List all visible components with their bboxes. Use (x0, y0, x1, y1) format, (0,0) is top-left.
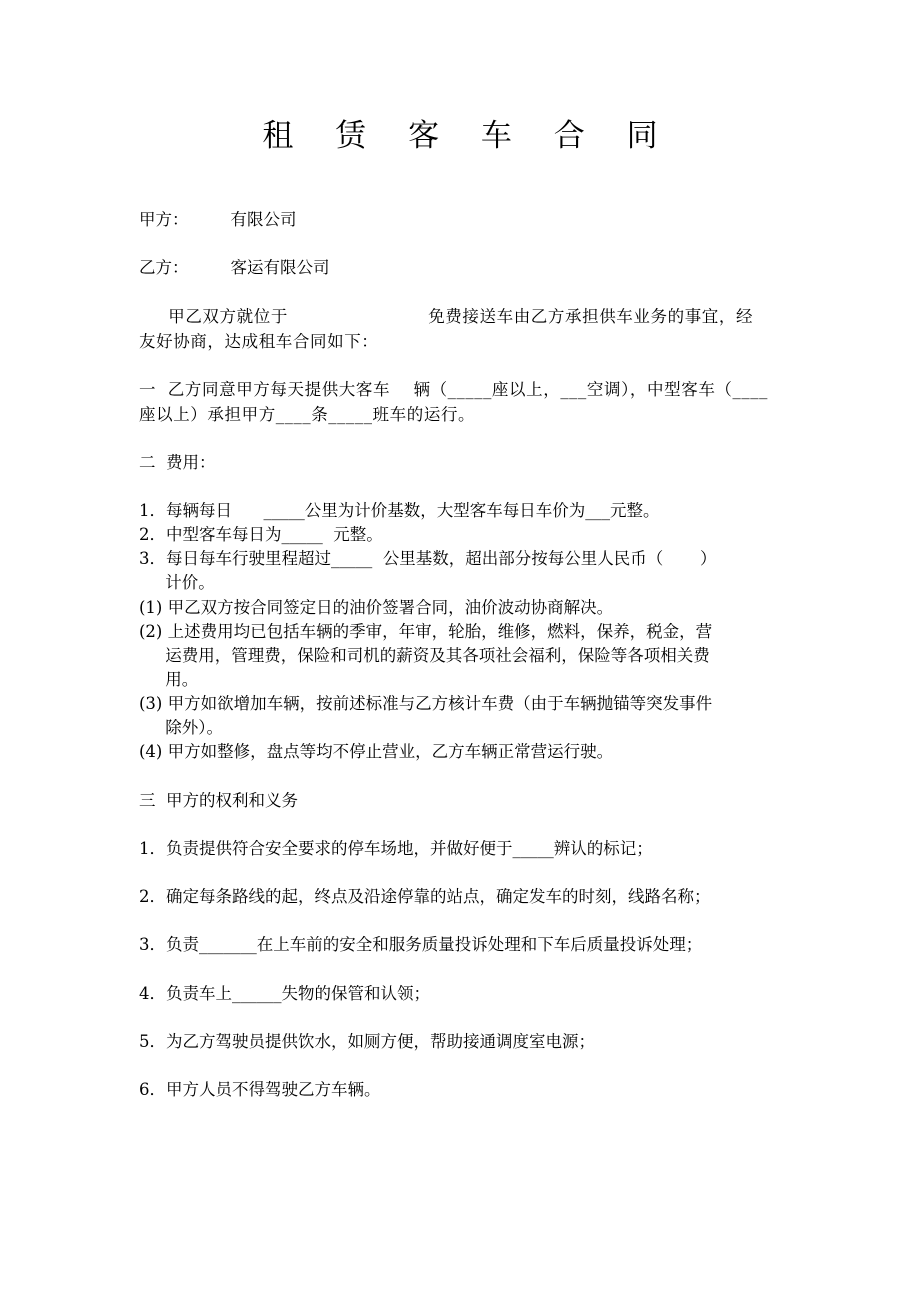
section1-line-2: 座以上）承担甲方____条_____班车的运行。 (139, 405, 476, 424)
fee-item: 用。 (139, 670, 199, 689)
fee-item: (1) 甲乙双方按合同签定日的油价签署合同，油价波动协商解决。 (139, 598, 614, 617)
party-b-line: 乙方： 客运有限公司 (139, 258, 330, 277)
fee-item: (3) 甲方如欲增加车辆，按前述标准与乙方核计车费（由于车辆抛锚等突发事件 (139, 694, 713, 713)
duty-item: 5．为乙方驾驶员提供饮水，如厕方便，帮助接通调度室电源； (139, 1032, 595, 1051)
duty-item: 6．甲方人员不得驾驶乙方车辆。 (139, 1080, 381, 1099)
duty-item: 1．负责提供符合安全要求的停车场地，并做好便于_____辨认的标记； (139, 839, 653, 858)
section3-heading: 三 甲方的权利和义务 (139, 791, 298, 810)
intro-line-2: 友好协商，达成租车合同如下： (139, 332, 379, 351)
duty-item: 3．负责_______在上车前的安全和服务质量投诉处理和下车后质量投诉处理； (139, 935, 703, 954)
duty-item: 2．确定每条路线的起，终点及沿途停靠的站点，确定发车的时刻，线路名称； (139, 887, 711, 906)
fee-item: 1．每辆每日 _____公里为计价基数，大型客车每日车价为___元整。 (139, 501, 660, 520)
fee-item: 运费用，管理费，保险和司机的薪资及其各项社会福利，保险等各项相关费 (139, 646, 710, 665)
fee-item: 3．每日每车行驶里程超过_____ 公里基数，超出部分按每公里人民币（ ） (139, 549, 717, 568)
contract-title: 租 赁 客 车 合 同 (262, 118, 674, 154)
party-a-line: 甲方： 有限公司 (139, 210, 297, 229)
fee-item: 除外）。 (139, 718, 223, 737)
fee-item: 计价。 (139, 573, 215, 592)
intro-line-1: 甲乙双方就位于 免费接送车由乙方承担供车业务的事宜，经 (139, 307, 754, 326)
section2-heading: 二 费用： (139, 453, 216, 472)
fee-item: (4) 甲方如整修，盘点等均不停止营业，乙方车辆正常营运行驶。 (139, 742, 614, 761)
section1-line-1: 一 乙方同意甲方每天提供大客车 辆（_____座以上，___空调），中型客车（____ (139, 380, 768, 399)
fee-item: (2) 上述费用均已包括车辆的季审，年审，轮胎，维修，燃料，保养，税金，营 (139, 622, 713, 641)
duty-item: 4．负责车上______失物的保管和认领； (139, 984, 430, 1003)
fee-item: 2．中型客车每日为_____ 元整。 (139, 525, 383, 544)
